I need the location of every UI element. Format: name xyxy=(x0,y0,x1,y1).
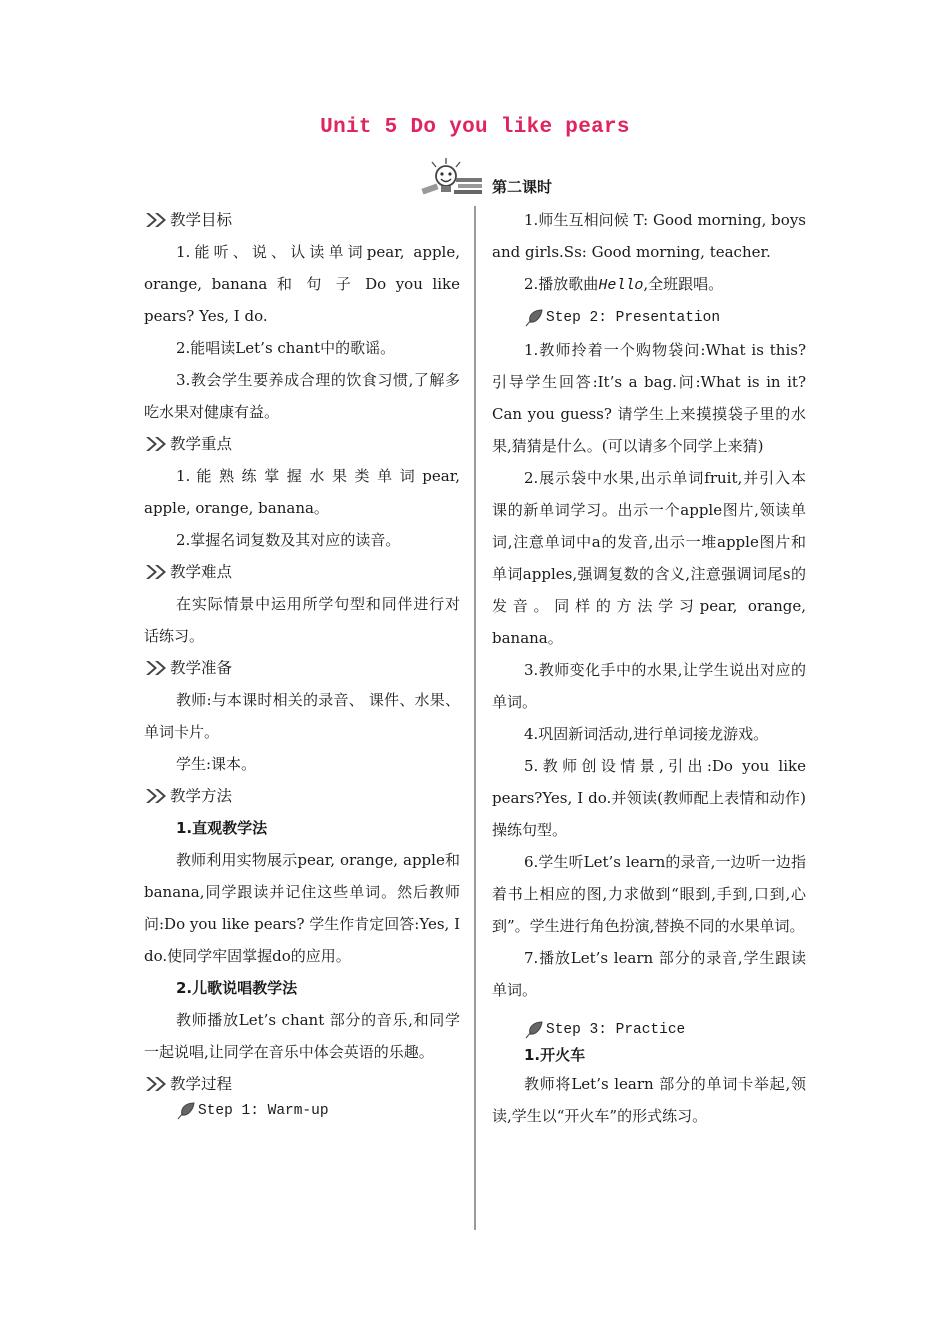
presentation-item: 3.教师变化手中的水果,让学生说出对应的单词。 xyxy=(492,661,806,711)
difficult-point-item: 在实际情景中运用所学句型和同伴进行对话练习。 xyxy=(144,595,460,645)
step-2-label: Step 2: Presentation xyxy=(546,310,721,326)
method-title: 1.直观教学法 xyxy=(176,819,268,837)
objective-item: 2.能唱读Let’s chant中的歌谣。 xyxy=(176,339,396,357)
presentation-item: 4.巩固新词活动,进行单词接龙游戏。 xyxy=(524,725,769,743)
step-heading xyxy=(144,1100,460,1122)
presentation-item: 1.教师拎着一个购物袋问:What is this?引导学生回答:It’s a bag.问:What is in it? Can you guess? 请学生上来摸摸袋子里的水果,猜猜是什么。(可以请多个同学上来猜) xyxy=(492,341,806,455)
feather-pen-icon xyxy=(524,309,544,327)
key-point-item: 2.掌握名词复数及其对应的读音。 xyxy=(176,531,401,549)
warmup-item: 1.师生互相问候 T: Good morning, boys and girls.Ss: Good morning, teacher. xyxy=(492,211,806,261)
preparation-item: 学生:课本。 xyxy=(176,755,257,773)
practice-title: 1.开火车 xyxy=(524,1046,586,1064)
method-text: 教师播放Let’s chant 部分的音乐,和同学一起说唱,让同学在音乐中体会英语的乐趣。 xyxy=(144,1011,460,1061)
lesson-label: 第二课时 xyxy=(492,178,553,196)
section-heading xyxy=(144,556,460,588)
difficult-points-heading: 教学难点 xyxy=(170,563,233,581)
double-chevron-icon xyxy=(144,436,168,452)
column-divider xyxy=(474,206,476,1230)
warmup-item xyxy=(492,268,806,302)
objective-item: 3.教会学生要养成合理的饮食习惯,了解多吃水果对健康有益。 xyxy=(144,371,460,421)
section-heading xyxy=(144,780,460,812)
preparation-heading: 教学准备 xyxy=(170,659,233,677)
left-column xyxy=(144,204,460,1122)
methods-heading: 教学方法 xyxy=(170,787,233,805)
practice-text: 教师将Let’s learn 部分的单词卡举起,领读,学生以“开火车”的形式练习。 xyxy=(492,1075,806,1125)
section-heading xyxy=(144,652,460,684)
section-heading xyxy=(144,204,460,236)
feather-pen-icon xyxy=(524,1021,544,1039)
feather-pen-icon xyxy=(176,1102,196,1120)
method-text: 教师利用实物展示pear, orange, apple和banana,同学跟读并记住这些单词。然后教师问:Do you like pears? 学生作肯定回答:Yes, I do.使同学牢固掌握do的应用。 xyxy=(144,851,460,965)
warmup-text: 2.播放歌曲 xyxy=(524,275,599,293)
preparation-item: 教师:与本课时相关的录音、 课件、水果、单词卡片。 xyxy=(144,691,460,741)
double-chevron-icon xyxy=(144,660,168,676)
lightbulb-books-icon xyxy=(420,156,486,198)
process-heading: 教学过程 xyxy=(170,1075,233,1093)
objective-item: 1.能听、说、认读单词pear, apple, orange, banana 和 句 子 Do you like pears? Yes, I do. xyxy=(144,243,460,325)
presentation-item: 5.教师创设情景,引出:Do you like pears?Yes, I do.并领读(教师配上表情和动作)操练句型。 xyxy=(492,757,806,839)
double-chevron-icon xyxy=(144,788,168,804)
step-heading xyxy=(492,1018,806,1042)
method-title: 2.儿歌说唱教学法 xyxy=(176,979,298,997)
presentation-item: 6.学生听Let’s learn的录音,一边听一边指着书上相应的图,力求做到“眼到,手到,口到,心到”。学生进行角色扮演,替换不同的水果单词。 xyxy=(492,853,806,935)
double-chevron-icon xyxy=(144,1076,168,1092)
section-heading xyxy=(144,1068,460,1100)
double-chevron-icon xyxy=(144,564,168,580)
step-heading xyxy=(492,302,806,334)
page-title: Unit 5 Do you like pears xyxy=(320,116,630,139)
warmup-text: ,全班跟唱。 xyxy=(643,275,724,293)
key-points-heading: 教学重点 xyxy=(170,435,233,453)
section-heading xyxy=(144,428,460,460)
song-title: Hello xyxy=(598,277,644,294)
key-point-item: 1. 能 熟 练 掌 握 水 果 类 单 词 pear, apple, orange, banana。 xyxy=(144,467,460,517)
right-column xyxy=(492,170,806,1132)
step-3-label: Step 3: Practice xyxy=(546,1022,686,1038)
presentation-item: 7.播放Let’s learn 部分的录音,学生跟读单词。 xyxy=(492,949,806,999)
double-chevron-icon xyxy=(144,212,168,228)
objectives-heading: 教学目标 xyxy=(170,211,233,229)
presentation-item: 2.展示袋中水果,出示单词fruit,并引入本课的新单词学习。出示一个apple图片,领读单词,注意单词中a的发音,出示一堆apple图片和单词apples,强调复数的含义,注意强调词尾s的发音。同样的方法学习pear, orange, banana。 xyxy=(492,469,806,647)
step-1-label: Step 1: Warm-up xyxy=(198,1103,329,1119)
